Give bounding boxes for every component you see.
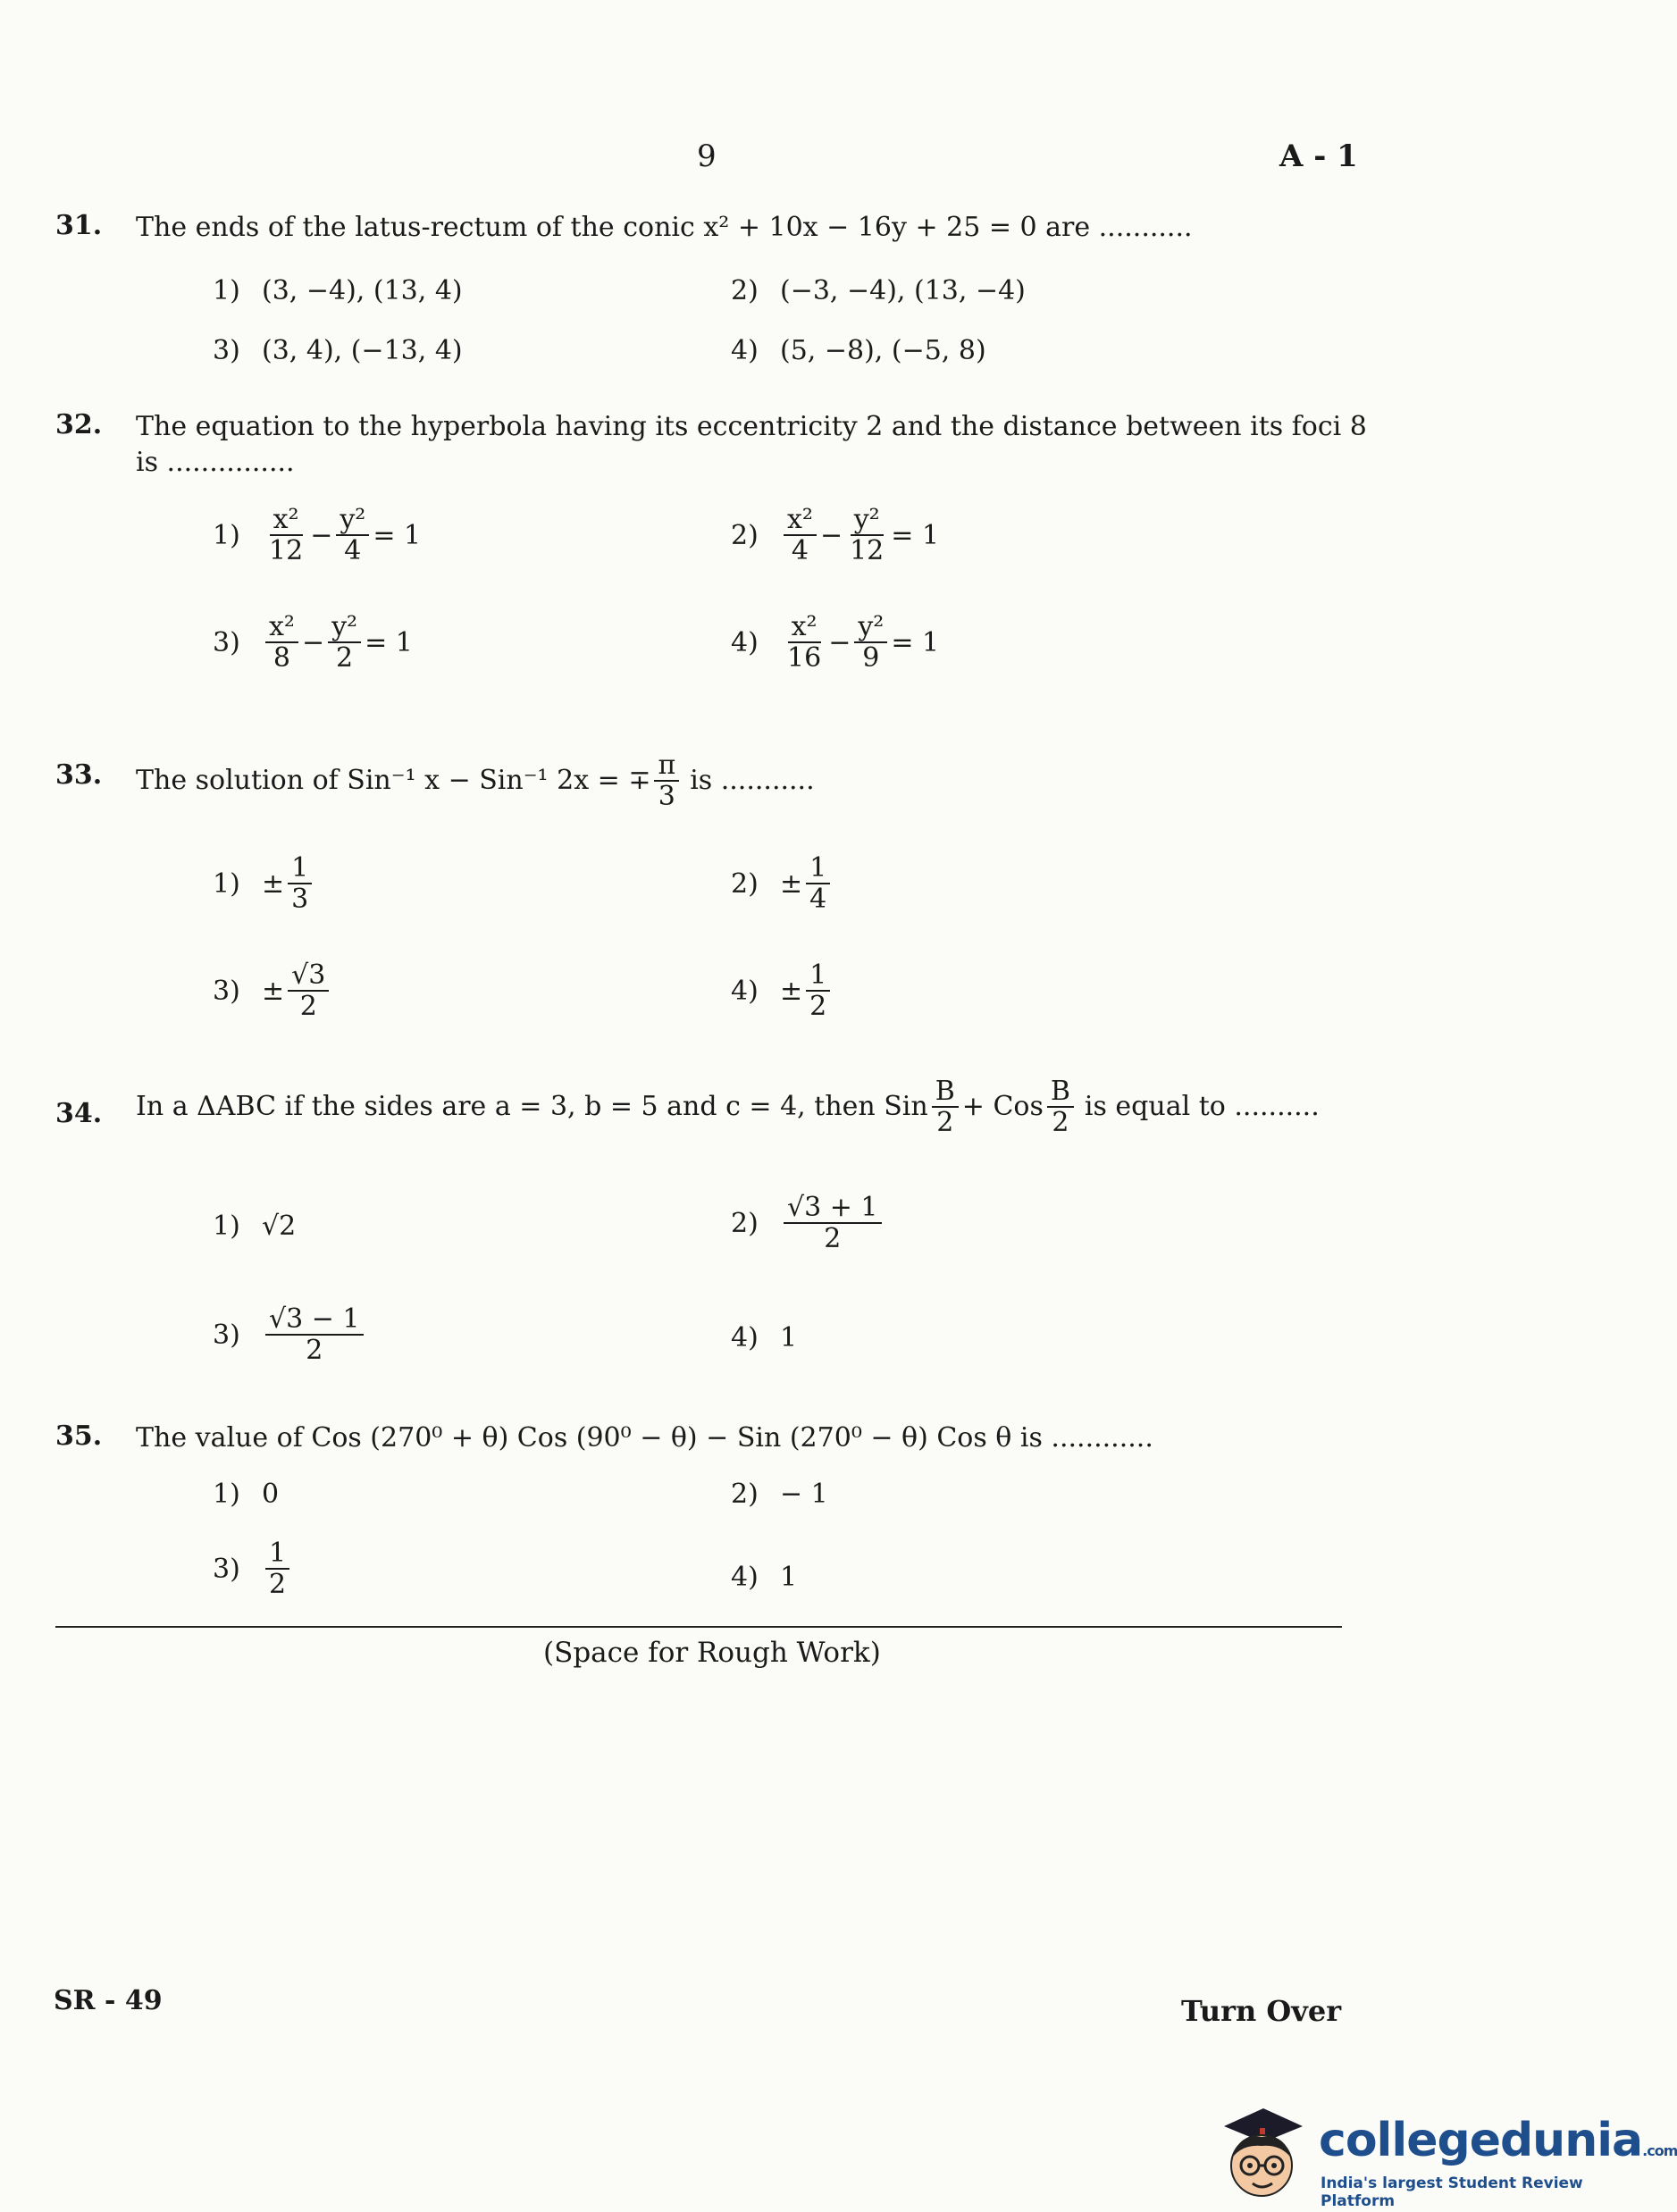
question-text-end: is equal to ..........: [1084, 1091, 1320, 1122]
option-value: 0: [262, 1479, 280, 1510]
brand-suffix: .com: [1642, 2142, 1677, 2159]
option-value: − 1: [780, 1479, 828, 1510]
option-value: 1: [780, 1562, 798, 1593]
q32-option-2: [731, 505, 939, 566]
numerator: √3 + 1: [784, 1193, 882, 1224]
fraction: [265, 612, 298, 673]
q34-option-2: [731, 1193, 885, 1253]
option-value: (5, −8), (−5, 8): [780, 335, 986, 366]
q35-option-2: [731, 1479, 828, 1510]
fraction: [265, 1304, 364, 1365]
q34-option-3: [213, 1304, 367, 1365]
denominator: 9: [862, 642, 880, 674]
numerator: B: [1047, 1077, 1074, 1108]
numerator: y²: [328, 612, 361, 643]
option-number: 2): [731, 275, 759, 306]
question-text-mid: + Cos: [961, 1091, 1044, 1122]
option-number: 2): [731, 1479, 759, 1510]
option-number: 3): [213, 1553, 240, 1585]
fraction: [288, 853, 312, 914]
question-text: The value of Cos (270⁰ + θ) Cos (90⁰ − θ) − Sin (270⁰ − θ) Cos θ is ............: [136, 1422, 1153, 1454]
option-number: 4): [731, 335, 759, 366]
option-number: 2): [731, 867, 759, 900]
plus-minus: ±: [780, 975, 803, 1007]
q31-option-2: [731, 275, 1026, 306]
question-number: 34.: [55, 1098, 103, 1129]
numerator: y²: [336, 505, 369, 536]
collegedunia-watermark: [1208, 2101, 1677, 2210]
option-number: 4): [731, 626, 759, 658]
brand-name: collegedunia: [1319, 2114, 1643, 2167]
fraction: [336, 505, 369, 566]
option-number: 3): [213, 626, 240, 658]
rhs: = 1: [891, 519, 940, 551]
fraction: [265, 505, 306, 566]
option-number: 1): [213, 1479, 240, 1510]
fraction: [784, 1193, 882, 1253]
denominator: 2: [269, 1569, 287, 1600]
question-text-end: is ...........: [690, 765, 815, 796]
numerator: 1: [288, 853, 312, 884]
fraction: [654, 750, 679, 811]
q32-option-1: [213, 505, 421, 566]
q34-option-4: [731, 1322, 797, 1353]
fraction: [806, 853, 830, 914]
minus-sign: −: [301, 626, 325, 658]
denominator: 2: [824, 1223, 842, 1254]
minus-sign: −: [310, 519, 333, 551]
numerator: π: [654, 750, 679, 782]
denominator: 2: [306, 1335, 323, 1366]
q35-option-3: [213, 1538, 293, 1599]
numerator: B: [932, 1077, 959, 1108]
footer-code: SR - 49: [54, 1985, 163, 2016]
option-number: 1): [213, 1211, 240, 1242]
option-value: 1: [780, 1322, 798, 1353]
option-number: 1): [213, 519, 240, 551]
numerator: 1: [806, 853, 830, 884]
rhs: = 1: [373, 519, 422, 551]
numerator: 1: [265, 1538, 289, 1570]
rhs: = 1: [365, 626, 413, 658]
rhs: = 1: [891, 626, 940, 658]
fraction: [784, 505, 817, 566]
question-text: The ends of the latus-rectum of the conic x² + 10x − 16y + 25 = 0 are ...........: [136, 212, 1193, 243]
q32-option-4: [731, 612, 939, 673]
denominator: 8: [273, 642, 291, 674]
option-number: 4): [731, 975, 759, 1007]
q34-option-1: [213, 1211, 296, 1242]
option-number: 4): [731, 1322, 759, 1353]
question-text: The equation to the hyperbola having its eccentricity 2 and the distance between its foci 8 is ...............: [136, 411, 1367, 478]
option-value: (−3, −4), (13, −4): [780, 275, 1026, 306]
numerator: x²: [270, 505, 303, 536]
option-number: 2): [731, 1207, 759, 1239]
denominator: 12: [850, 535, 885, 566]
numerator: √3: [288, 960, 329, 992]
option-number: 1): [213, 275, 240, 306]
denominator: 3: [291, 884, 309, 915]
q35-option-1: [213, 1479, 279, 1510]
numerator: 1: [806, 960, 830, 992]
fraction: [784, 612, 825, 673]
denominator: 4: [791, 535, 809, 566]
numerator: √3 − 1: [265, 1304, 364, 1336]
q31-option-3: [213, 335, 463, 366]
q33-option-4: [731, 960, 834, 1021]
fraction: [288, 960, 329, 1021]
denominator: 2: [809, 991, 827, 1022]
question-text: The solution of Sin⁻¹ x − Sin⁻¹ 2x = ∓: [136, 765, 651, 796]
fraction: [328, 612, 361, 673]
numerator: x²: [788, 612, 821, 643]
denominator: 12: [269, 535, 304, 566]
numerator: x²: [784, 505, 817, 536]
fraction: [1047, 1077, 1074, 1137]
divider-rule: [55, 1626, 1342, 1628]
numerator: x²: [265, 612, 298, 643]
q33-option-3: [213, 960, 332, 1021]
fraction: [265, 1538, 289, 1599]
option-number: 4): [731, 1562, 759, 1593]
option-value: (3, −4), (13, 4): [262, 275, 463, 306]
rough-work-label: (Space for Rough Work): [543, 1637, 881, 1669]
page-number: 9: [697, 138, 717, 174]
question-number: 32.: [55, 409, 103, 440]
denominator: 2: [299, 991, 317, 1022]
denominator: 2: [936, 1107, 954, 1138]
q33-option-2: [731, 853, 834, 914]
fraction: [846, 505, 887, 566]
plus-minus: ±: [780, 867, 803, 900]
q32-option-3: [213, 612, 413, 673]
question-number: 35.: [55, 1420, 103, 1452]
q31-option-4: [731, 335, 986, 366]
option-number: 2): [731, 519, 759, 551]
denominator: 3: [658, 781, 675, 812]
option-number: 3): [213, 975, 240, 1007]
q33-option-1: [213, 853, 315, 914]
denominator: 4: [344, 535, 362, 566]
denominator: 16: [787, 642, 822, 674]
mascot-icon: [1208, 2101, 1315, 2204]
option-value: √2: [262, 1211, 297, 1242]
fraction: [806, 960, 830, 1021]
option-number: 3): [213, 335, 240, 366]
q31-option-1: [213, 275, 463, 306]
option-number: 3): [213, 1319, 240, 1351]
numerator: y²: [851, 505, 884, 536]
q35-option-4: [731, 1562, 797, 1593]
option-value: (3, 4), (−13, 4): [262, 335, 463, 366]
plus-minus: ±: [262, 867, 285, 900]
denominator: 2: [336, 642, 354, 674]
numerator: y²: [854, 612, 887, 643]
question-number: 33.: [55, 759, 103, 791]
denominator: 2: [1052, 1107, 1069, 1138]
paper-code: A - 1: [1279, 138, 1358, 174]
plus-minus: ±: [262, 975, 285, 1007]
fraction: [854, 612, 887, 673]
option-number: 1): [213, 867, 240, 900]
denominator: 4: [809, 884, 827, 915]
question-number: 31.: [55, 210, 103, 241]
minus-sign: −: [828, 626, 851, 658]
brand-tagline: India's largest Student Review Platform: [1321, 2174, 1583, 2210]
minus-sign: −: [819, 519, 843, 551]
fraction: [932, 1077, 959, 1137]
turn-over: Turn Over: [1181, 1994, 1342, 2028]
question-text: In a ΔABC if the sides are a = 3, b = 5 and c = 4, then Sin: [136, 1091, 928, 1122]
